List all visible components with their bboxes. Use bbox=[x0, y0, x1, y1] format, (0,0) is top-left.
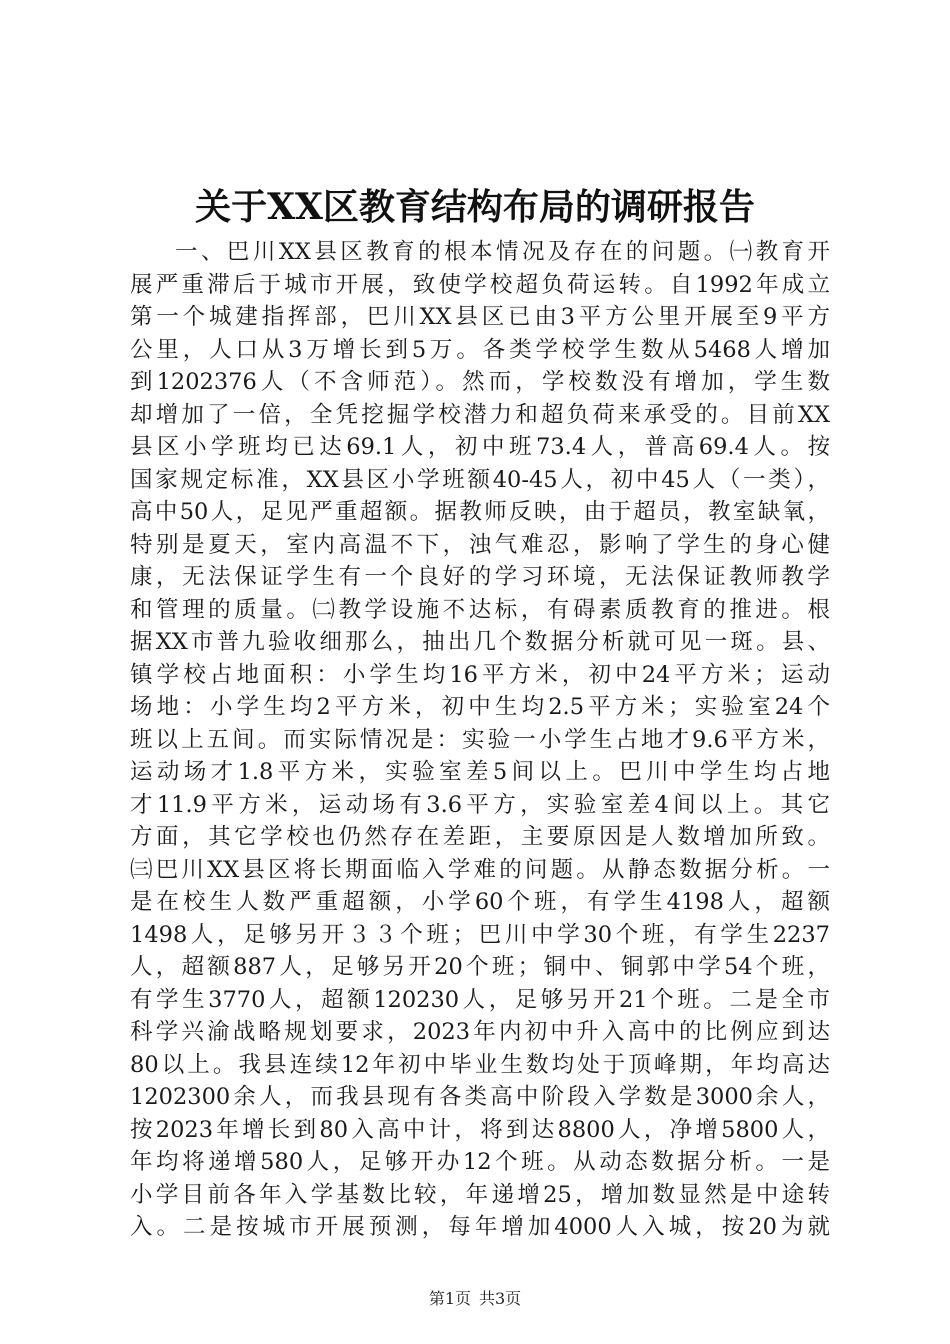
body-line: 有学生3770人，超额120230人，足够另开21个班。二是全市 bbox=[130, 986, 830, 1013]
body-line: 国家规定标准，XX县区小学班额40-45人，初中45人（一类）， bbox=[130, 466, 830, 493]
body-line: 入。二是按城市开展预测，每年增加4000人入城，按20为就 bbox=[130, 1214, 830, 1240]
page-total: 共3页 bbox=[479, 1289, 522, 1308]
body-line: 特别是夏天，室内高温不下，浊气难忍，影响了学生的身心健 bbox=[130, 531, 830, 558]
document-title: 关于XX区教育结构布局的调研报告 bbox=[195, 186, 755, 228]
body-line: 第一个城建指挥部，巴川XX县区已由3平方公里开展至9平方 bbox=[130, 304, 830, 330]
body-line: 场地：小学生均2平方米，初中生均2.5平方米；实验室24个 bbox=[130, 694, 830, 720]
body-line: 县区小学班均已达69.1人，初中班73.4人，普高69.4人。按 bbox=[130, 434, 830, 460]
body-line: 展严重滞后于城市开展，致使学校超负荷运转。自1992年成立 bbox=[130, 271, 830, 298]
body-line: 据XX市普九验收细那么，抽出几个数据分析就可见一斑。县、 bbox=[130, 629, 830, 655]
body-line: 小学目前各年入学基数比较，年递增25，增加数显然是中途转 bbox=[130, 1181, 830, 1208]
body-line: 班以上五间。而实际情况是：实验一小学生占地才9.6平方米， bbox=[130, 726, 830, 753]
body-line: 是在校生人数严重超额，小学60个班，有学生4198人，超额 bbox=[130, 889, 830, 915]
body-line: 到1202376人（不含师范）。然而，学校数没有增加，学生数 bbox=[130, 369, 830, 395]
body-line: 科学兴渝战略规划要求，2023年内初中升入高中的比例应到达 bbox=[130, 1019, 830, 1045]
page-footer bbox=[0, 1288, 950, 1310]
body-line: 人，超额887人，足够另开20个班；铜中、铜郭中学54个班， bbox=[130, 954, 830, 980]
body-line: 1202300余人，而我县现有各类高中阶段入学数是3000余人， bbox=[130, 1084, 830, 1110]
body-line: 康，无法保证学生有一个良好的学习环境，无法保证教师教学 bbox=[130, 564, 830, 590]
body-line: 公里，人口从3万增长到5万。各类学校学生数从5468人增加 bbox=[130, 336, 830, 363]
body-line: 运动场才1.8平方米，实验室差5间以上。巴川中学生均占地 bbox=[130, 759, 830, 785]
body-line: 和管理的质量。㈡教学设施不达标，有碍素质教育的推进。根 bbox=[130, 596, 830, 623]
body-line: 80以上。我县连续12年初中毕业生数均处于顶峰期，年均高达 bbox=[130, 1051, 830, 1078]
body-line: 却增加了一倍，全凭挖掘学校潜力和超负荷来承受的。目前XX bbox=[130, 401, 830, 428]
body-line: 1498人，足够另开３３个班；巴川中学30个班，有学生2237 bbox=[130, 921, 830, 948]
body-line: 按2023年增长到80入高中计，将到达8800人，净增5800人， bbox=[130, 1116, 830, 1143]
body-line: 年均将递增580人，足够开办12个班。从动态数据分析。一是 bbox=[130, 1149, 830, 1175]
body-line: 才11.9平方米，运动场有3.6平方，实验室差4间以上。其它 bbox=[130, 791, 830, 818]
body-line: 镇学校占地面积：小学生均16平方米，初中24平方米；运动 bbox=[130, 661, 830, 688]
body-line: 高中50人，足见严重超额。据教师反映，由于超员，教室缺氧， bbox=[130, 499, 830, 525]
body-line: 一、巴川XX县区教育的根本情况及存在的问题。㈠教育开 bbox=[175, 239, 830, 265]
body-line: 方面，其它学校也仍然存在差距，主要原因是人数增加所致。 bbox=[130, 824, 830, 850]
page-number: 第1页 bbox=[428, 1289, 471, 1308]
document-body bbox=[130, 236, 830, 1244]
body-line: ㈢巴川XX县区将长期面临入学难的问题。从静态数据分析。一 bbox=[130, 856, 830, 883]
